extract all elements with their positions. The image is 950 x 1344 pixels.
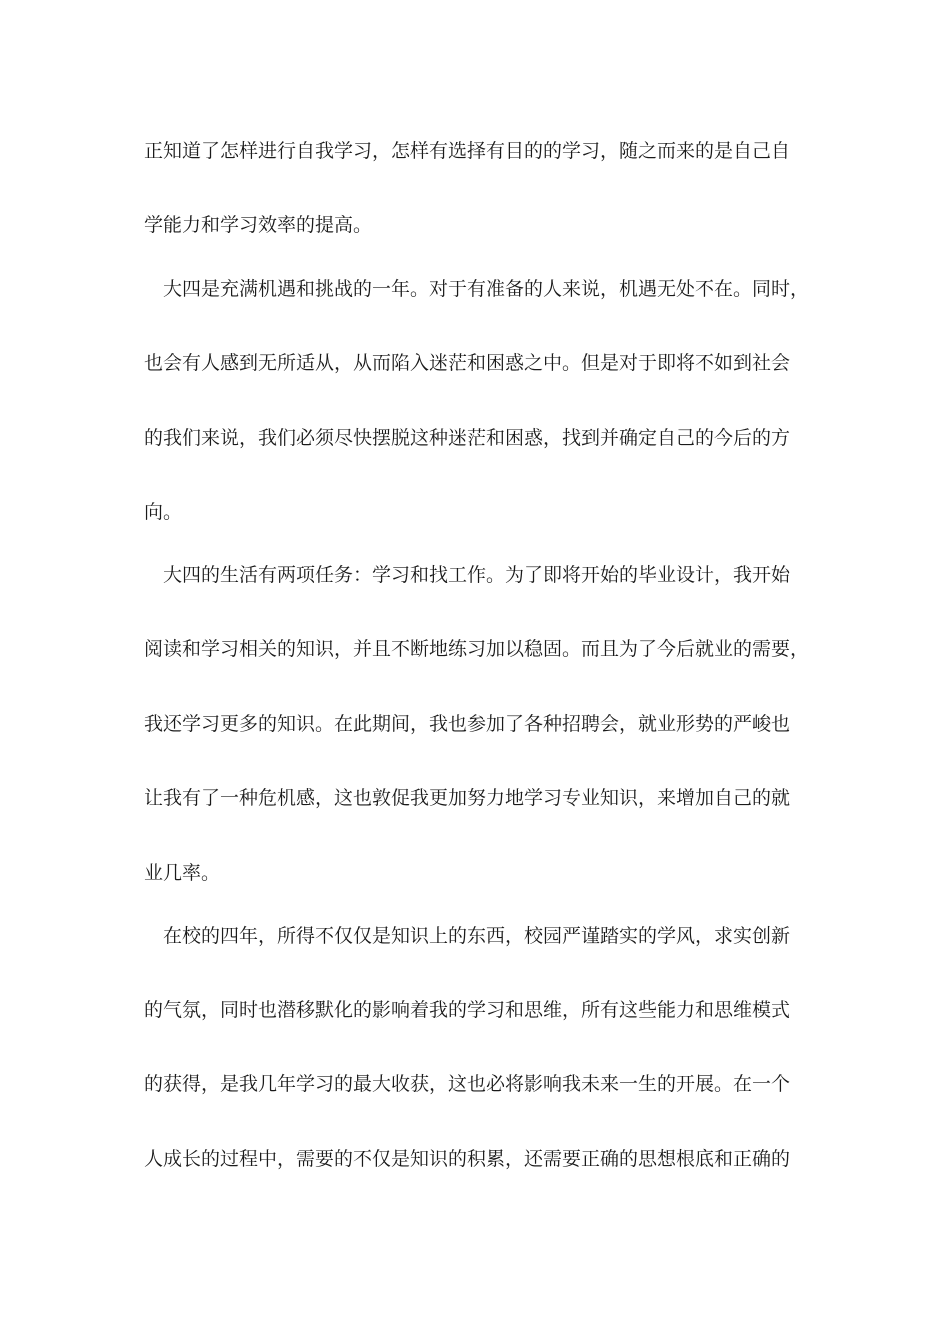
paragraph-4-line-3: 的获得，是我几年学习的最大收获，这也必将影响我未来一生的开展。在一个 <box>144 1073 791 1095</box>
paragraph-2-line-3: 的我们来说，我们必须尽快摆脱这种迷茫和困惑，找到并确定自己的今后的方 <box>144 427 791 449</box>
paragraph-3-line-4: 让我有了一种危机感，这也敦促我更加努力地学习专业知识，来增加自己的就 <box>144 787 791 809</box>
text-line-1: 正知道了怎样进行自我学习，怎样有选择有目的的学习，随之而来的是自己自 <box>144 140 791 162</box>
paragraph-4-line-1: 在校的四年，所得不仅仅是知识上的东西，校园严谨踏实的学风，求实创新 <box>163 925 791 947</box>
paragraph-4-line-2: 的气氛，同时也潜移默化的影响着我的学习和思维，所有这些能力和思维模式 <box>144 999 791 1021</box>
paragraph-3-line-2: 阅读和学习相关的知识，并且不断地练习加以稳固。而且为了今后就业的需要， <box>144 638 810 660</box>
paragraph-4-line-4: 人成长的过程中，需要的不仅是知识的积累，还需要正确的思想根底和正确的 <box>144 1148 791 1170</box>
text-line-2: 学能力和学习效率的提高。 <box>144 214 373 236</box>
paragraph-3-line-5: 业几率。 <box>144 862 221 884</box>
paragraph-2-line-4: 向。 <box>144 501 183 523</box>
paragraph-3-line-1: 大四的生活有两项任务：学习和找工作。为了即将开始的毕业设计，我开始 <box>163 564 791 586</box>
paragraph-3-line-3: 我还学习更多的知识。在此期间，我也参加了各种招聘会，就业形势的严峻也 <box>144 713 791 735</box>
paragraph-2-line-1: 大四是充满机遇和挑战的一年。对于有准备的人来说，机遇无处不在。同时， <box>163 278 810 300</box>
paragraph-2-line-2: 也会有人感到无所适从，从而陷入迷茫和困惑之中。但是对于即将不如到社会 <box>144 352 791 374</box>
